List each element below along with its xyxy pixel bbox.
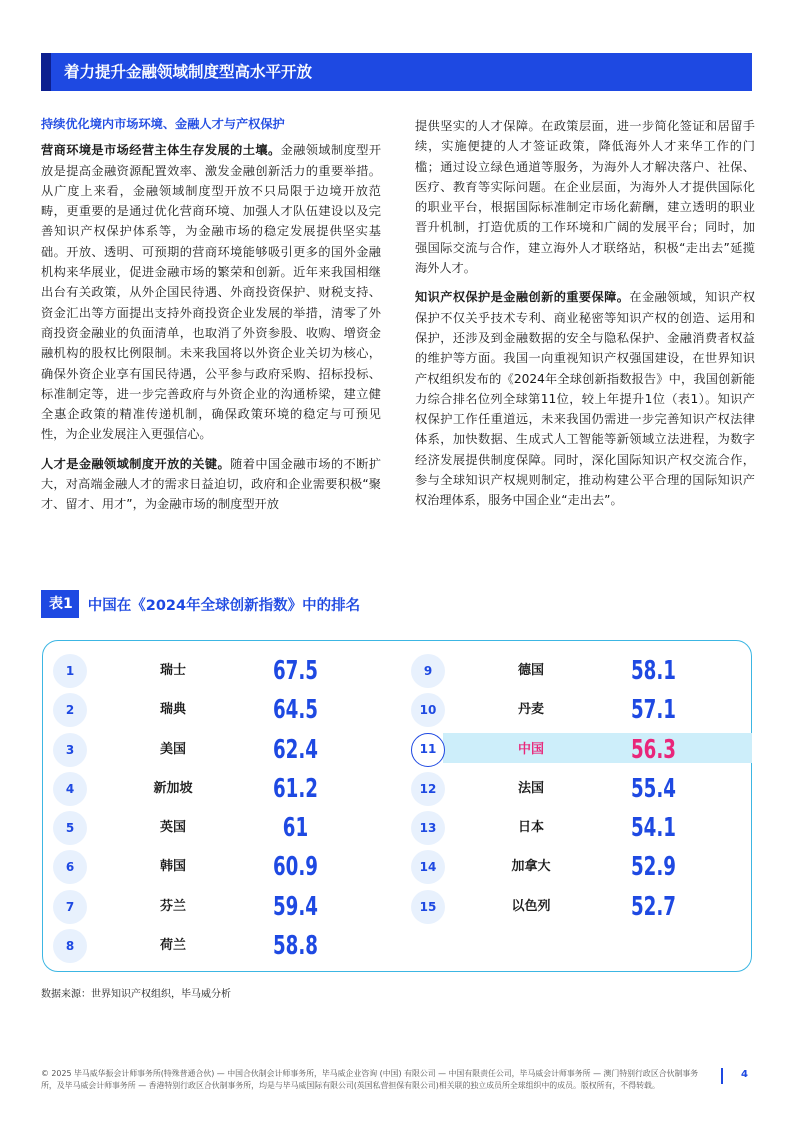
- country-name: 德国: [517, 663, 544, 678]
- table-title: 中国在《2024年全球创新指数》中的排名: [87, 597, 361, 614]
- ranking-row: [411, 690, 751, 729]
- innovation-score: 67.5: [272, 656, 319, 686]
- innovation-score: 55.4: [630, 773, 677, 804]
- footer-legal-text: © 2025 毕马威华振会计师事务所(特殊普通合伙) — 中国合伙制会计师事务所，毕马威企业咨询 (中国) 有限公司 — 中国有限责任公司，毕马威会计师事务所 — 澳门特别行政区合伙制事务所，及毕马威会计师事务所 — 香港特别行政区合伙制事务所，均是与毕马威国际有限公司(英国私营担保有限公司)相关联的独立成员所全球组织中的成员。版权所有，不得转载。: [41, 1069, 699, 1090]
- ranking-row: [53, 808, 391, 847]
- rank-number-badge: 8: [53, 929, 87, 963]
- paragraph-lead: 人才是金融领域制度开放的关键。: [41, 456, 231, 471]
- ranking-row: [411, 651, 751, 690]
- rank-number-badge: 7: [53, 890, 87, 924]
- country-name: 韩国: [159, 859, 186, 875]
- country-name: 美国: [159, 741, 186, 757]
- innovation-score: 59.4: [272, 891, 319, 922]
- rank-number-badge: 11: [411, 733, 445, 767]
- rank-number-badge: 15: [411, 890, 445, 924]
- ranking-row: [53, 730, 391, 769]
- paragraph-business-environment: [41, 140, 381, 444]
- innovation-score: 61.2: [272, 773, 319, 804]
- ranking-row: [411, 730, 751, 769]
- banner-title: 着力提升金融领域制度型高水平开放: [64, 63, 313, 81]
- innovation-score: 57.1: [630, 695, 677, 726]
- table-header: [41, 590, 360, 618]
- innovation-score: 58.1: [630, 656, 677, 686]
- rank-number-badge: 10: [411, 693, 445, 727]
- innovation-score: 56.3: [630, 734, 677, 765]
- country-name: 中国: [517, 741, 544, 757]
- country-name: 加拿大: [511, 859, 551, 875]
- rank-number-badge: 9: [411, 654, 445, 688]
- data-source-note: 数据来源：世界知识产权组织，毕马威分析: [41, 989, 231, 1000]
- country-name: 英国: [159, 820, 186, 836]
- paragraph-body: 随着中国金融市场的不断扩大，对高端金融人才的需求日益迫切，政府和企业需要积极“聚才、留才、用才”，为金融市场的制度型开放: [41, 456, 382, 512]
- banner-accent-bar: [41, 53, 51, 91]
- ranking-row: [53, 847, 391, 886]
- rank-number-badge: 14: [411, 850, 445, 884]
- rank-number-badge: 6: [53, 850, 87, 884]
- innovation-score: 58.8: [272, 931, 319, 962]
- ranking-list-right: [411, 651, 751, 926]
- paragraph-lead: 知识产权保护是金融创新的重要保障。: [415, 290, 630, 305]
- rank-number-badge: 13: [411, 811, 445, 845]
- ranking-row: [411, 769, 751, 808]
- country-name: 芬兰: [159, 898, 186, 914]
- paragraph-body: 在金融领域，知识产权保护不仅关乎技术专利、商业秘密等知识产权的创造、运用和保护，还涉及到金融数据的安全与隐私保护、金融消费者权益的维护等方面。我国一向重视知识产权强国建设，在世界知识产权组织发布的《2024年全球创新指数报告》中，我国创新能力综合排名位列全球第11位，较上年提升1位（表1）。知识产权保护工作任重道远，未来我国仍需进一步完善知识产权法律体系，加快数据、生成式人工智能等新领域立法进程，为数字经济发展提供制度保障。同时，深化国际知识产权交流合作，参与全球知识产权规则制定，推动构建公平合理的国际知识产权治理体系，服务中国企业“走出去”。: [415, 290, 756, 508]
- ranking-row: [53, 926, 391, 965]
- rank-number-badge: 3: [53, 733, 87, 767]
- ranking-row: [411, 887, 751, 926]
- rank-number-badge: 2: [53, 693, 87, 727]
- footer-divider: [721, 1068, 723, 1084]
- innovation-score: 60.9: [272, 852, 319, 883]
- rank-number-badge: 1: [53, 654, 87, 688]
- innovation-score: 61: [282, 813, 309, 844]
- country-name: 瑞典: [159, 702, 186, 718]
- paragraph-lead: 营商环境是市场经营主体生存发展的土壤。: [41, 143, 281, 158]
- innovation-score: 54.1: [630, 813, 677, 844]
- innovation-score: 64.5: [272, 695, 319, 726]
- country-name: 丹麦: [517, 702, 544, 718]
- paragraph-body: 提供坚实的人才保障。在政策层面，进一步简化签证和居留手续，实施便捷的人才签证政策，降低海外人才来华工作的门槛；通过设立绿色通道等服务，为海外人才解决落户、社保、医疗、教育等实际问题。在企业层面，为海外人才提供国际化的职业平台，根据国际标准制定市场化薪酬，建立透明的职业晋升机制，打造优质的工作环境和广阔的发展平台；同时，加强国际交流与合作，建立海外人才联络站，积极“走出去”延揽海外人才。: [415, 119, 755, 276]
- ranking-row: [53, 887, 391, 926]
- innovation-score: 52.7: [630, 891, 677, 922]
- left-text-column: [41, 114, 381, 524]
- innovation-score: 62.4: [272, 734, 319, 765]
- section-heading: 持续优化境内市场环境、金融人才与产权保护: [41, 117, 285, 131]
- country-name: 荷兰: [159, 938, 186, 954]
- rank-number-badge: 5: [53, 811, 87, 845]
- paragraph-talent-continued: [415, 116, 755, 278]
- ranking-row: [53, 769, 391, 808]
- country-name: 以色列: [511, 898, 551, 914]
- country-name: 日本: [517, 820, 544, 836]
- page-number: 4: [741, 1069, 748, 1080]
- ranking-row: [53, 651, 391, 690]
- ranking-row: [411, 808, 751, 847]
- country-name: 瑞士: [159, 663, 186, 678]
- right-text-column: [415, 116, 755, 520]
- paragraph-ip-protection: [415, 287, 755, 510]
- paragraph-body: 金融领域制度型开放是提高金融资源配置效率、激发金融创新活力的重要举措。从广度上来看，金融领域制度型开放不只局限于边境开放范畴，更重要的是通过优化营商环境、加强人才队伍建设以及完善知识产权保护体系等，为金融市场的稳定发展提供坚实基础。开放、透明、可预期的营商环境能够吸引更多的国外金融机构来华展业，促进金融市场的繁荣和创新。近年来我国相继出台有关政策，从外企国民待遇、外商投资保护、财税支持、资金汇出等方面提出支持外商投资企业发展的举措，清零了外商投资金融业的负面清单，也取消了外资参股、收购、增资金融机构的股权比例限制。未来我国将以外资企业关切为核心，确保外资企业享有国民待遇，公平参与政府采购、招标投标、标准制定等，进一步完善政府与外资企业的沟通桥梁，建立健全惠企政策的精准传递机制，确保政策环境的稳定与可预见性，为企业发展注入更强信心。: [41, 143, 382, 442]
- ranking-row: [53, 690, 391, 729]
- ranking-row: [411, 847, 751, 886]
- ranking-list-left: [53, 651, 391, 965]
- country-name: 新加坡: [153, 780, 193, 796]
- country-name: 法国: [517, 780, 544, 796]
- table-tag: 表1: [41, 590, 79, 618]
- rank-number-badge: 4: [53, 772, 87, 806]
- rank-number-badge: 12: [411, 772, 445, 806]
- innovation-score: 52.9: [630, 852, 677, 883]
- paragraph-talent: [41, 454, 381, 515]
